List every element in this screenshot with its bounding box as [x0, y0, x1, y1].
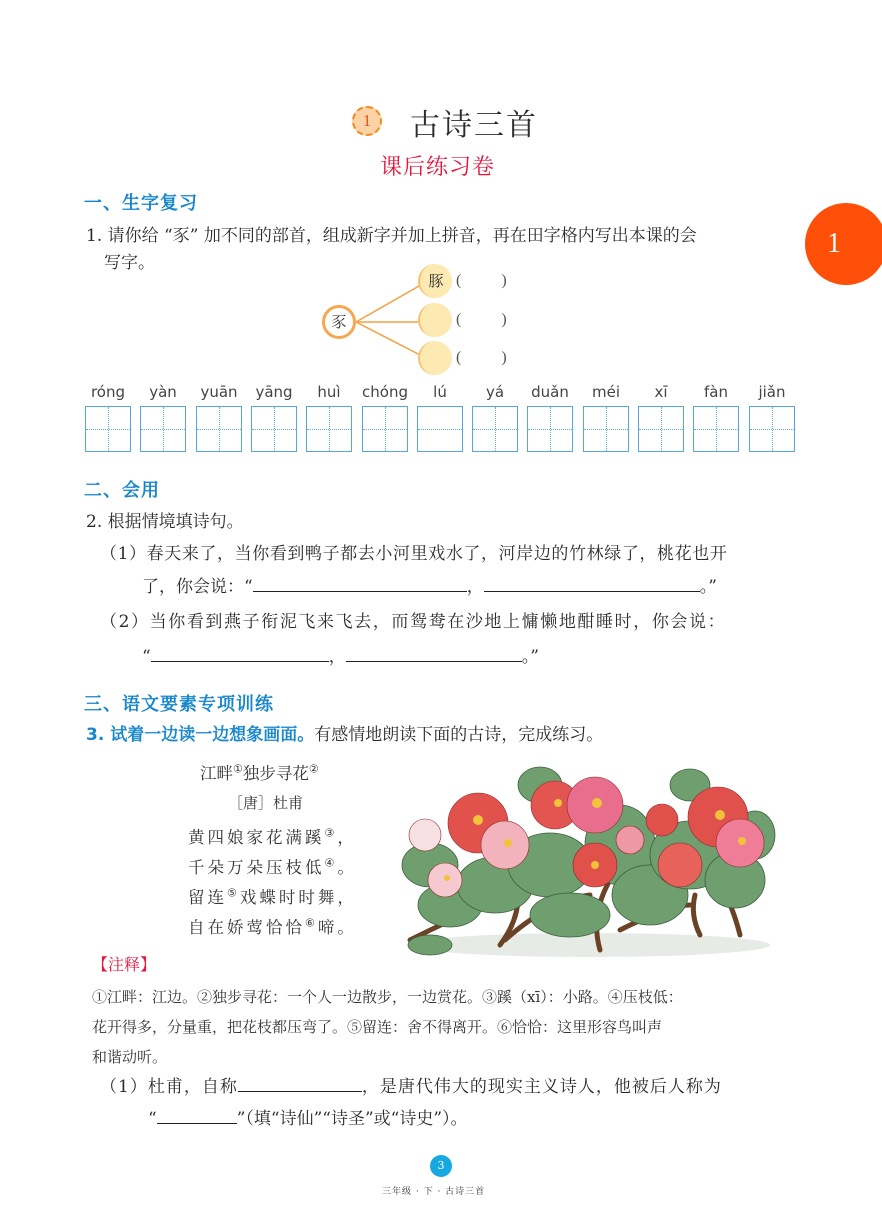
pinyin-label: yá	[485, 383, 505, 401]
pinyin-label: méi	[591, 383, 620, 401]
tianzige-box[interactable]	[85, 406, 131, 452]
tianzige-box[interactable]	[749, 406, 795, 452]
section-heading-1: 一、生字复习	[84, 193, 198, 214]
tianzige-box[interactable]	[251, 406, 297, 452]
question-2-1-text: （1）春天来了，当你看到鸭子都去小河里戏水了，河岸边的竹林绿了，桃花也开	[100, 544, 728, 564]
section-heading-2: 二、会用	[84, 480, 160, 501]
pinyin-label: jiǎn	[758, 383, 786, 401]
page-number-badge: 3	[430, 1155, 452, 1177]
question-1-text-cont: 写字。	[104, 253, 155, 273]
answer-blank[interactable]	[151, 643, 329, 662]
question-3-rest: 有感情地朗读下面的古诗，完成练习。	[314, 725, 604, 745]
answer-prefix: “	[142, 647, 151, 667]
derived-character-node: 豚	[418, 264, 452, 298]
question-3-1-options: ”（填“诗仙”“诗圣”或“诗史”）。	[236, 1109, 468, 1129]
answer-prefix: 了，你会说：“	[142, 577, 253, 597]
tianzige-box[interactable]	[693, 406, 739, 452]
answer-blank[interactable]	[157, 1105, 237, 1124]
page-subtitle: 课后练习卷	[380, 155, 496, 180]
closing-quote: 。”	[521, 647, 539, 667]
tianzige-box[interactable]	[196, 406, 242, 452]
section-heading-3: 三、语文要素专项训练	[84, 694, 274, 715]
question-2-2-answer-row	[142, 643, 539, 671]
pinyin-label: chóng	[362, 383, 408, 401]
peony-illustration	[390, 755, 780, 960]
tianzige-box[interactable]	[527, 406, 573, 452]
question-3-text	[86, 722, 603, 749]
answer-blank[interactable]	[253, 573, 467, 592]
note-line: 花开得多，分量重，把花枝都压弯了。⑤留连：舍不得离开。⑥恰恰：这里形容鸟叫声	[92, 1018, 663, 1036]
closing-quote: 。”	[699, 577, 717, 597]
tianzige-box[interactable]	[583, 406, 629, 452]
tianzige-box[interactable]	[472, 406, 518, 452]
pinyin-label: huì	[317, 383, 341, 401]
poem-line: 留连⑤戏蝶时时舞，	[188, 886, 357, 907]
note-line: ①江畔：江边。②独步寻花：一个人一边散步，一边赏花。③蹊（xī）：小路。④压枝低：	[92, 988, 683, 1006]
pinyin-label: yuān	[200, 383, 238, 401]
tianzige-box[interactable]	[417, 406, 463, 452]
question-3-1-text-a: （1）杜甫，自称	[100, 1077, 238, 1097]
comma: ，	[466, 577, 484, 597]
pinyin-label: yāng	[255, 383, 293, 401]
lesson-number-badge: 1	[352, 106, 382, 136]
comma: ，	[328, 647, 346, 667]
pinyin-label: lú	[433, 383, 447, 401]
pinyin-label: róng	[90, 383, 126, 401]
question-3-1-row-2	[148, 1105, 468, 1133]
derived-character-node[interactable]	[418, 341, 452, 375]
pinyin-label: duǎn	[531, 383, 569, 401]
poem-title: 江畔①独步寻花②	[200, 762, 319, 783]
answer-blank[interactable]	[346, 643, 522, 662]
pinyin-label: yàn	[149, 383, 177, 401]
page-title: 古诗三首	[410, 108, 538, 143]
question-1-text: 1. 请你给 “豕” 加不同的部首，组成新字并加上拼音，再在田字格内写出本课的会	[86, 226, 697, 246]
question-2-2-text: （2）当你看到燕子衔泥飞来飞去，而鸳鸯在沙地上慵懒地酣睡时，你会说：	[100, 612, 727, 632]
question-2-1-answer-row	[142, 573, 717, 601]
annotation-notes	[92, 982, 822, 1072]
question-3-1-row	[100, 1073, 722, 1101]
answer-blank[interactable]	[484, 573, 700, 592]
footer-text: 三年级 · 下 · 古诗三首	[382, 1187, 486, 1197]
pinyin-blank[interactable]: ( )	[456, 272, 507, 289]
poem-line: 自在娇莺恰恰⑥啼。	[188, 916, 357, 937]
chapter-side-tab: 1	[805, 203, 882, 285]
root-character-node: 豕	[322, 305, 356, 339]
pinyin-blank[interactable]: ( )	[456, 349, 507, 366]
tianzige-box[interactable]	[638, 406, 684, 452]
pinyin-blank[interactable]: ( )	[456, 311, 507, 328]
poem-line: 千朵万朵压枝低④。	[188, 856, 357, 877]
poem-line: 黄四娘家花满蹊③，	[188, 826, 357, 847]
pinyin-label: xī	[654, 383, 668, 401]
open-quote: “	[148, 1109, 157, 1129]
tianzige-box[interactable]	[140, 406, 186, 452]
notes-label: 【注释】	[92, 955, 157, 974]
poem-author: ［唐］杜甫	[228, 794, 304, 812]
derived-character-node[interactable]	[418, 303, 452, 337]
question-3-1-text-b: ，是唐代伟大的现实主义诗人，他被后人称为	[361, 1077, 722, 1097]
tianzige-box[interactable]	[306, 406, 352, 452]
tianzige-box[interactable]	[362, 406, 408, 452]
pinyin-label: fàn	[704, 383, 728, 401]
answer-blank[interactable]	[238, 1073, 362, 1092]
note-line: 和谐动听。	[92, 1048, 168, 1066]
question-3-highlight: 3. 试着一边读一边想象画面。	[86, 725, 315, 745]
question-2-text: 2. 根据情境填诗句。	[86, 512, 244, 532]
